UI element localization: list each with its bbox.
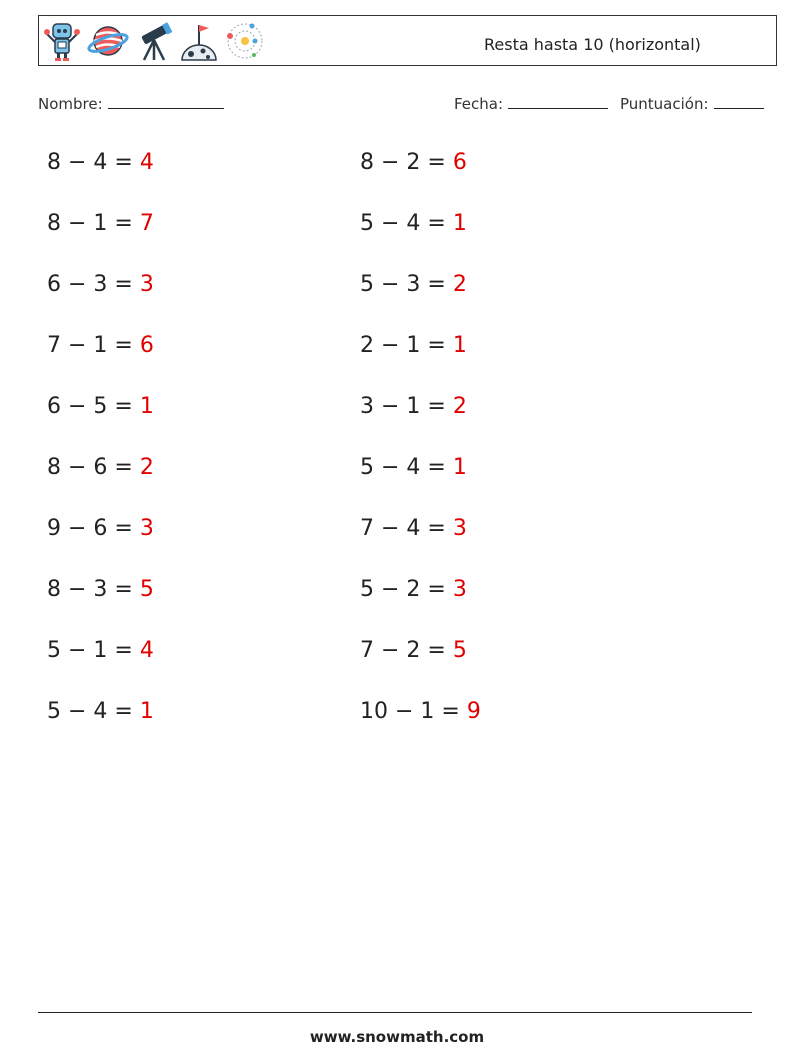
problem-answer: 1	[452, 333, 467, 358]
problem-left-8	[47, 575, 154, 605]
problem-expression: 6 − 3 =	[47, 272, 133, 297]
problem-left-4	[47, 331, 154, 361]
problem-expression: 7 − 2 =	[360, 638, 446, 663]
problem-left-1	[47, 148, 154, 178]
score-blank[interactable]	[714, 93, 764, 109]
problem-answer: 1	[452, 455, 467, 480]
problem-answer: 4	[139, 638, 154, 663]
problem-right-7	[360, 514, 467, 544]
problem-left-2	[47, 209, 154, 239]
problem-right-9	[360, 636, 467, 666]
name-field	[38, 93, 224, 113]
problem-expression: 5 − 4 =	[360, 455, 446, 480]
date-label: Fecha:	[454, 95, 504, 113]
problem-left-6	[47, 453, 154, 483]
name-blank[interactable]	[108, 93, 224, 109]
problem-expression: 8 − 2 =	[360, 150, 446, 175]
problem-right-8	[360, 575, 467, 605]
problem-answer: 9	[466, 699, 481, 724]
problem-expression: 6 − 5 =	[47, 394, 133, 419]
problem-left-9	[47, 636, 154, 666]
problem-answer: 6	[452, 150, 467, 175]
problem-right-1	[360, 148, 467, 178]
problem-left-10	[47, 697, 154, 727]
problem-expression: 3 − 1 =	[360, 394, 446, 419]
problem-expression: 8 − 1 =	[47, 211, 133, 236]
worksheet-header	[38, 15, 777, 66]
problem-answer: 2	[452, 272, 467, 297]
problem-right-2	[360, 209, 467, 239]
problem-answer: 1	[452, 211, 467, 236]
problem-answer: 7	[139, 211, 154, 236]
robot-icon	[42, 20, 82, 62]
problem-answer: 6	[139, 333, 154, 358]
footer-divider	[38, 1012, 752, 1013]
problem-expression: 5 − 3 =	[360, 272, 446, 297]
problem-right-10	[360, 697, 481, 727]
problem-answer: 4	[139, 150, 154, 175]
score-field	[620, 93, 764, 113]
planet-icon	[87, 20, 129, 62]
problem-expression: 8 − 6 =	[47, 455, 133, 480]
problem-expression: 9 − 6 =	[47, 516, 133, 541]
problem-left-7	[47, 514, 154, 544]
moon-flag-icon	[179, 20, 219, 62]
worksheet-title: Resta hasta 10 (horizontal)	[484, 35, 701, 54]
telescope-icon	[134, 20, 174, 62]
problem-answer: 5	[452, 638, 467, 663]
problem-right-3	[360, 270, 467, 300]
problem-left-5	[47, 392, 154, 422]
name-label: Nombre:	[38, 95, 103, 113]
problem-answer: 1	[139, 699, 154, 724]
problem-expression: 8 − 3 =	[47, 577, 133, 602]
problem-right-6	[360, 453, 467, 483]
footer-url[interactable]: www.snowmath.com	[309, 1028, 485, 1046]
problem-expression: 5 − 4 =	[360, 211, 446, 236]
problem-answer: 5	[139, 577, 154, 602]
problem-expression: 5 − 4 =	[47, 699, 133, 724]
problem-answer: 1	[139, 394, 154, 419]
score-label: Puntuación:	[620, 95, 709, 113]
problem-answer: 3	[139, 516, 154, 541]
problem-expression: 8 − 4 =	[47, 150, 133, 175]
date-blank[interactable]	[508, 93, 608, 109]
problem-answer: 3	[139, 272, 154, 297]
header-icons	[42, 19, 266, 63]
problem-expression: 7 − 4 =	[360, 516, 446, 541]
problem-right-4	[360, 331, 467, 361]
problem-right-5	[360, 392, 467, 422]
solar-system-icon	[224, 20, 266, 62]
problem-answer: 3	[452, 516, 467, 541]
problem-expression: 7 − 1 =	[47, 333, 133, 358]
problem-expression: 5 − 2 =	[360, 577, 446, 602]
problem-answer: 3	[452, 577, 467, 602]
date-field	[454, 93, 608, 113]
problem-answer: 2	[452, 394, 467, 419]
problem-expression: 2 − 1 =	[360, 333, 446, 358]
problem-answer: 2	[139, 455, 154, 480]
problem-expression: 5 − 1 =	[47, 638, 133, 663]
problem-expression: 10 − 1 =	[360, 699, 460, 724]
problem-left-3	[47, 270, 154, 300]
